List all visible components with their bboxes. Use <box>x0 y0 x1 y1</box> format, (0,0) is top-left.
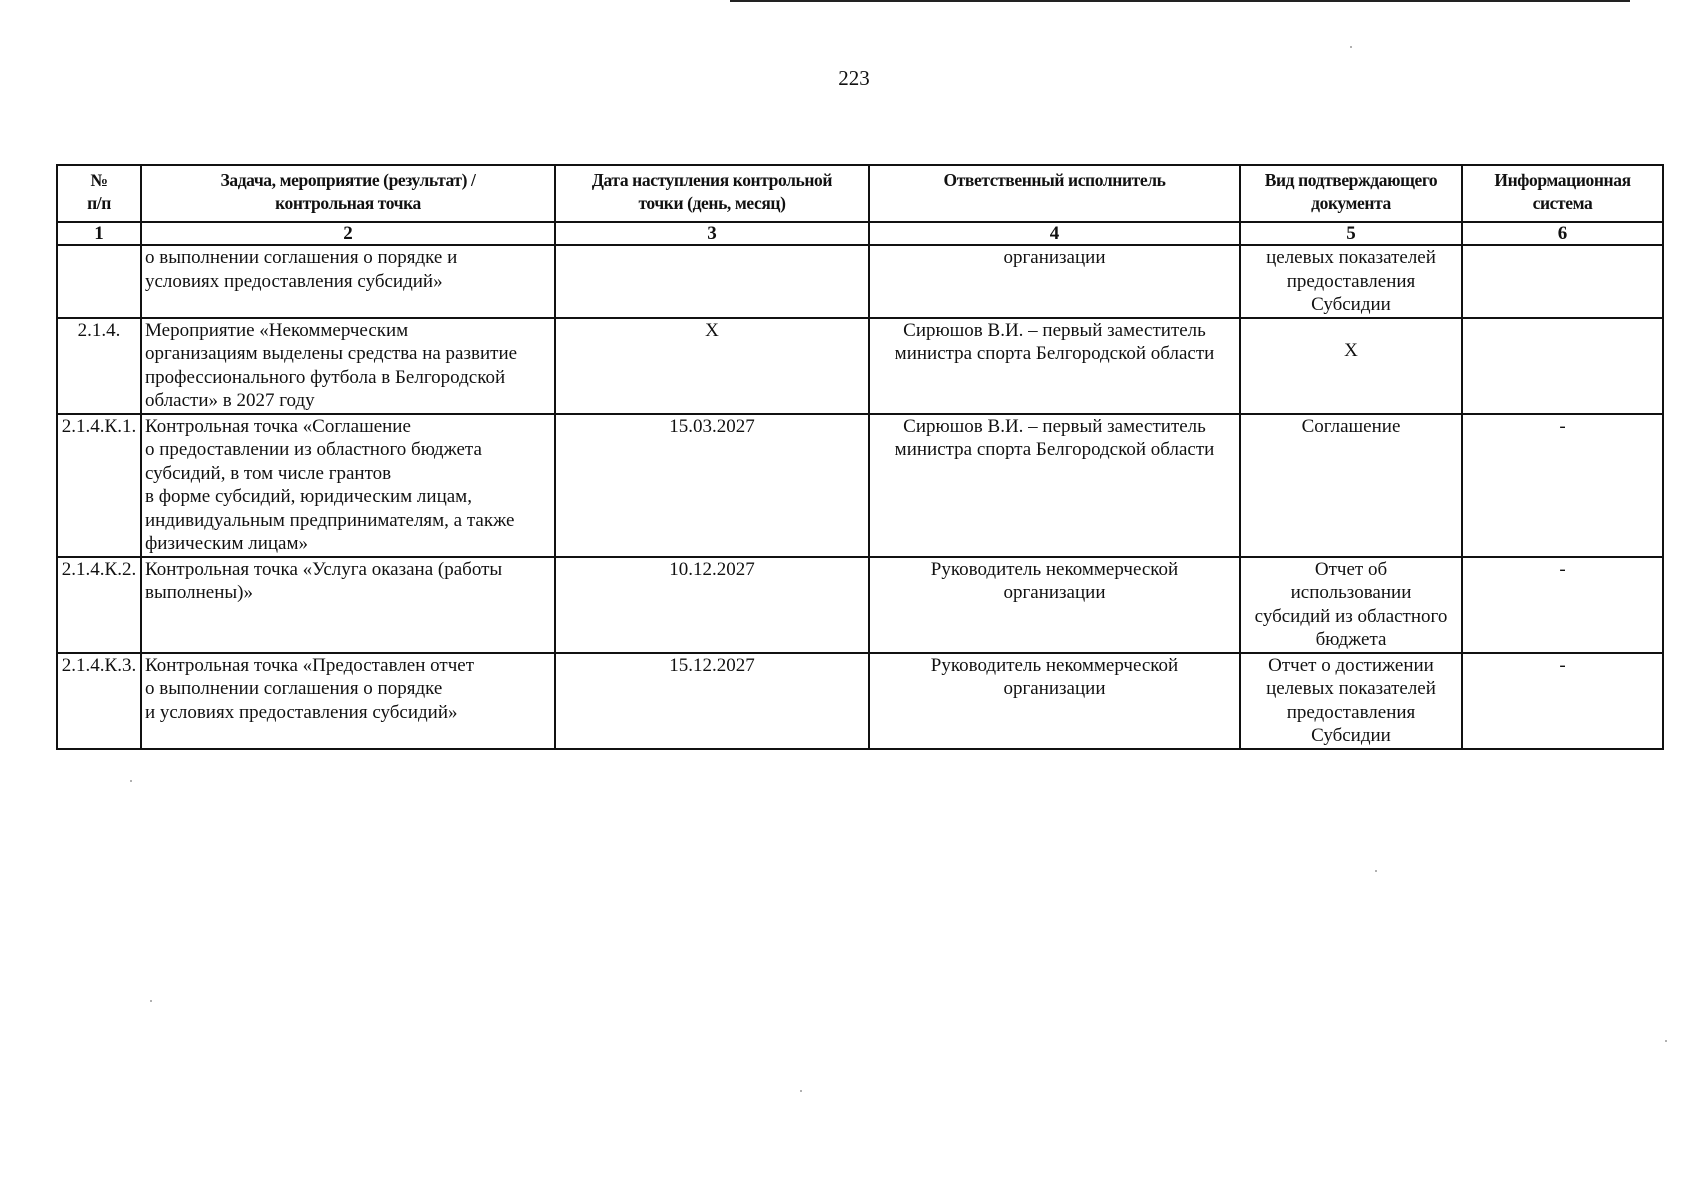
row-responsible: Сирюшов В.И. – первый заместитель министра спорта Белгородской области <box>869 414 1240 557</box>
header-date: Дата наступления контрольной точки (день, месяц) <box>555 165 869 222</box>
row-date: 10.12.2027 <box>555 557 869 653</box>
row-responsible: Руководитель некоммерческой организации <box>869 653 1240 749</box>
row-task: Мероприятие «Некоммерческим организациям выделены средства на развитие профессионального футбола в Белгородской области» в 2027 году <box>141 318 555 414</box>
column-number-row <box>57 222 1663 245</box>
column-number: 5 <box>1240 222 1462 245</box>
table-header-row <box>57 165 1663 222</box>
row-number: 2.1.4.К.3. <box>57 653 141 749</box>
scan-speck <box>130 780 132 782</box>
row-document-value: X <box>1344 339 1358 361</box>
row-document: Отчет о достижении целевых показателей предоставления Субсидии <box>1240 653 1462 749</box>
header-task: Задача, мероприятие (результат) / контрольная точка <box>141 165 555 222</box>
row-responsible: Сирюшов В.И. – первый заместитель министра спорта Белгородской области <box>869 318 1240 414</box>
header-system: Информационная система <box>1462 165 1663 222</box>
row-task: Контрольная точка «Услуга оказана (работы выполнены)» <box>141 557 555 653</box>
table-row <box>57 414 1663 557</box>
row-system <box>1462 318 1663 414</box>
row-task: о выполнении соглашения о порядке и условиях предоставления субсидий» <box>141 245 555 318</box>
row-system: - <box>1462 557 1663 653</box>
row-document: целевых показателей предоставления Субсидии <box>1240 245 1462 318</box>
scan-speck <box>150 1000 152 1002</box>
row-number: 2.1.4.К.1. <box>57 414 141 557</box>
scan-speck <box>800 1090 802 1092</box>
column-number: 3 <box>555 222 869 245</box>
control-points-table <box>56 164 1664 750</box>
table-row <box>57 557 1663 653</box>
row-date: 15.12.2027 <box>555 653 869 749</box>
column-number: 2 <box>141 222 555 245</box>
scan-speck <box>1350 46 1352 48</box>
header-document: Вид подтверждающего документа <box>1240 165 1462 222</box>
page-number: 223 <box>838 66 870 90</box>
column-number: 1 <box>57 222 141 245</box>
scan-speck <box>1375 870 1377 872</box>
row-responsible: организации <box>869 245 1240 318</box>
row-task: Контрольная точка «Предоставлен отчет о выполнении соглашения о порядке и условиях предоставления субсидий» <box>141 653 555 749</box>
row-number: 2.1.4. <box>57 318 141 414</box>
header-responsible: Ответственный исполнитель <box>869 165 1240 222</box>
row-task: Контрольная точка «Соглашение о предоставлении из областного бюджета субсидий, в том числе грантов в форме субсидий, юридическим лицам, индивидуальным предпринимателям, а также физическим лицам» <box>141 414 555 557</box>
table-row <box>57 318 1663 414</box>
row-date: 15.03.2027 <box>555 414 869 557</box>
row-number: 2.1.4.К.2. <box>57 557 141 653</box>
row-date: X <box>555 318 869 414</box>
row-document: Отчет об использовании субсидий из областного бюджета <box>1240 557 1462 653</box>
row-date <box>555 245 869 318</box>
column-number: 4 <box>869 222 1240 245</box>
scan-speck <box>1665 1040 1667 1042</box>
table-row <box>57 245 1663 318</box>
row-system: - <box>1462 414 1663 557</box>
row-number <box>57 245 141 318</box>
row-system: - <box>1462 653 1663 749</box>
header-number: № п/п <box>57 165 141 222</box>
table-row <box>57 653 1663 749</box>
column-number: 6 <box>1462 222 1663 245</box>
row-document <box>1240 318 1462 414</box>
row-responsible: Руководитель некоммерческой организации <box>869 557 1240 653</box>
row-document: Соглашение <box>1240 414 1462 557</box>
scan-top-rule <box>730 0 1630 2</box>
row-system <box>1462 245 1663 318</box>
